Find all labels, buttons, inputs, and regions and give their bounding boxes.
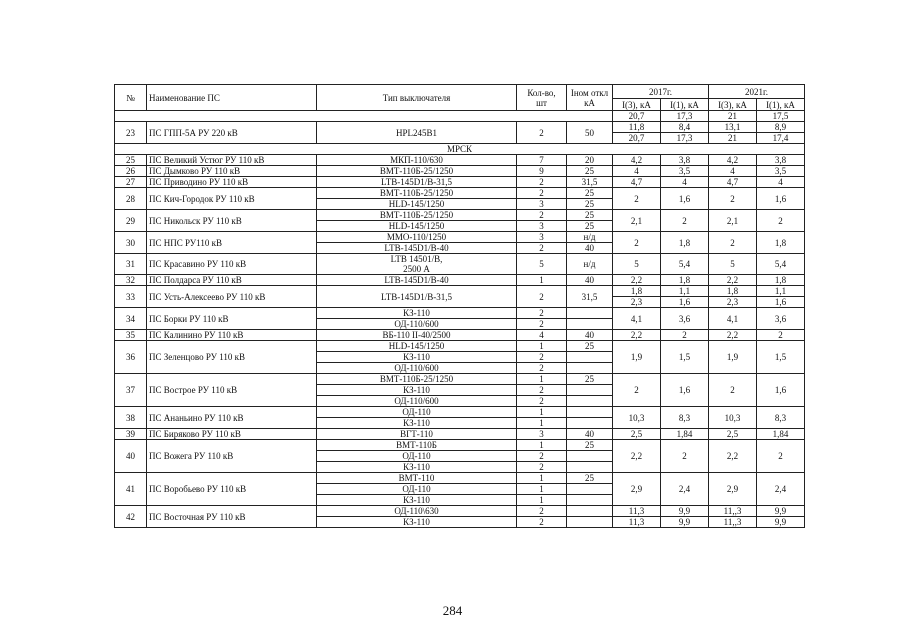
table-row: [115, 122, 805, 133]
value-cell: 4,2: [709, 155, 757, 166]
value-cell: 20,7: [613, 133, 661, 144]
breaker-count: 2: [517, 122, 567, 144]
table-row: [115, 440, 805, 451]
breaker-type: КЗ-110: [317, 308, 517, 319]
value-cell: 2,2: [613, 440, 661, 473]
breaker-type: КЗ-110: [317, 352, 517, 363]
value-cell: 8,9: [757, 122, 805, 133]
value-cell: 9,9: [757, 506, 805, 517]
breaker-count: 1: [517, 407, 567, 418]
breaker-current: [567, 385, 613, 396]
substation-name: ПС Восточная РУ 110 кВ: [147, 506, 317, 528]
breaker-type: КЗ-110: [317, 462, 517, 473]
breaker-type: ОД-110: [317, 407, 517, 418]
col-count-header: Кол-во, шт: [517, 85, 567, 111]
breaker-current: [567, 451, 613, 462]
value-cell: 10,3: [613, 407, 661, 429]
breaker-type: LTB 14501/B, 2500 А: [317, 254, 517, 275]
row-number: 36: [115, 341, 147, 374]
substation-name: ПС Воробьево РУ 110 кВ: [147, 473, 317, 506]
breaker-current: [567, 484, 613, 495]
value-cell: 1,8: [757, 232, 805, 254]
substation-name: ПС Калинино РУ 110 кВ: [147, 330, 317, 341]
breaker-type: ВМТ-110Б-25/1250: [317, 374, 517, 385]
value-cell: 5,4: [757, 254, 805, 275]
value-cell: 2,9: [613, 473, 661, 506]
row-number: 38: [115, 407, 147, 429]
value-cell: 4: [709, 166, 757, 177]
breaker-count: 2: [517, 177, 567, 188]
value-cell: 2,9: [709, 473, 757, 506]
sub-header: I(3), кА: [709, 99, 757, 111]
substation-name: ПС Приводино РУ 110 кВ: [147, 177, 317, 188]
breaker-count: 1: [517, 341, 567, 352]
value-cell: 1,8: [661, 232, 709, 254]
value-cell: 2: [757, 210, 805, 232]
breaker-count: 2: [517, 308, 567, 319]
breaker-type: КЗ-110: [317, 517, 517, 528]
breaker-current: 40: [567, 330, 613, 341]
breaker-type: HLD-145/1250: [317, 199, 517, 210]
value-cell: 3,6: [757, 308, 805, 330]
row-number: 27: [115, 177, 147, 188]
table-row: [115, 111, 805, 122]
breaker-count: 3: [517, 429, 567, 440]
breaker-current: [567, 407, 613, 418]
carryover-spacer: [115, 111, 613, 122]
value-cell: 9,9: [661, 517, 709, 528]
value-cell: 2,4: [661, 473, 709, 506]
value-cell: 2,3: [709, 297, 757, 308]
value-cell: 11,3: [613, 517, 661, 528]
breaker-count: 4: [517, 330, 567, 341]
table-row: [115, 155, 805, 166]
value-cell: 3,8: [661, 155, 709, 166]
value-cell: 2: [613, 374, 661, 407]
breaker-current: н/д: [567, 254, 613, 275]
breaker-current: 40: [567, 275, 613, 286]
breaker-current: [567, 462, 613, 473]
value-cell: 1,6: [757, 297, 805, 308]
value-cell: 1,8: [613, 286, 661, 297]
year2-header: 2021г.: [709, 85, 805, 99]
value-cell: 1,8: [757, 275, 805, 286]
row-number: 33: [115, 286, 147, 308]
value-cell: 11,3: [613, 506, 661, 517]
table-row: [115, 166, 805, 177]
breaker-count: 7: [517, 155, 567, 166]
breaker-current: 20: [567, 155, 613, 166]
row-number: 29: [115, 210, 147, 232]
value-cell: 2: [709, 188, 757, 210]
breaker-current: 25: [567, 210, 613, 221]
breaker-count: 1: [517, 275, 567, 286]
breaker-count: 2: [517, 210, 567, 221]
substation-name: ПС НПС РУ110 кВ: [147, 232, 317, 254]
breaker-type: ВГТ-110: [317, 429, 517, 440]
row-number: 34: [115, 308, 147, 330]
table-row: [115, 177, 805, 188]
breaker-count: 1: [517, 418, 567, 429]
breaker-current: 31,5: [567, 286, 613, 308]
substation-name: ПС Биряково РУ 110 кВ: [147, 429, 317, 440]
value-cell: 13,1: [709, 122, 757, 133]
breaker-type: КЗ-110: [317, 385, 517, 396]
breaker-current: 25: [567, 188, 613, 199]
breaker-current: 40: [567, 243, 613, 254]
breaker-current: [567, 418, 613, 429]
table-row: [115, 144, 805, 155]
value-cell: 21: [709, 133, 757, 144]
value-cell: 17,4: [757, 133, 805, 144]
breaker-count: 2: [517, 396, 567, 407]
value-cell: 8,3: [757, 407, 805, 429]
breaker-type: МКП-110/630: [317, 155, 517, 166]
substation-name: ПС Красавино РУ 110 кВ: [147, 254, 317, 275]
breaker-count: 9: [517, 166, 567, 177]
value-cell: 4,7: [709, 177, 757, 188]
breaker-type: ОД-110/600: [317, 319, 517, 330]
breaker-count: 3: [517, 199, 567, 210]
value-cell: 3,8: [757, 155, 805, 166]
table-row: [115, 275, 805, 286]
breaker-count: 1: [517, 440, 567, 451]
value-cell: 1,6: [757, 188, 805, 210]
row-number: 42: [115, 506, 147, 528]
value-cell: 8,3: [661, 407, 709, 429]
substation-name: ПС Дымково РУ 110 кВ: [147, 166, 317, 177]
breaker-current: 25: [567, 166, 613, 177]
value-cell: 11,,3: [709, 506, 757, 517]
document-sheet: [114, 84, 804, 528]
breaker-type: ВМТ-110Б-25/1250: [317, 210, 517, 221]
breaker-type: ОД-110\630: [317, 506, 517, 517]
breaker-current: 25: [567, 221, 613, 232]
value-cell: 2: [613, 188, 661, 210]
breaker-type: LTB-145D1/B-31,5: [317, 286, 517, 308]
breaker-count: 2: [517, 462, 567, 473]
breaker-count: 1: [517, 374, 567, 385]
breaker-current: н/д: [567, 232, 613, 243]
table-row: [115, 188, 805, 199]
value-cell: 1,5: [661, 341, 709, 374]
breaker-type: ВБ-110 II-40/2500: [317, 330, 517, 341]
col-current-header: Iном откл кА: [567, 85, 613, 111]
value-cell: 2: [757, 440, 805, 473]
value-cell: 4,2: [613, 155, 661, 166]
breaker-count: 2: [517, 363, 567, 374]
breaker-current: 25: [567, 341, 613, 352]
breaker-count: 2: [517, 517, 567, 528]
value-cell: 1,9: [613, 341, 661, 374]
substation-name: ПС Вожега РУ 110 кВ: [147, 440, 317, 473]
value-cell: 5: [709, 254, 757, 275]
substation-name: ПС Великий Устюг РУ 110 кВ: [147, 155, 317, 166]
value-cell: 1,6: [757, 374, 805, 407]
value-cell: 10,3: [709, 407, 757, 429]
value-cell: 2,2: [709, 330, 757, 341]
breaker-current: [567, 517, 613, 528]
breaker-count: 2: [517, 385, 567, 396]
breaker-table: [114, 84, 805, 528]
value-cell: 3,6: [661, 308, 709, 330]
value-cell: 11,,3: [709, 517, 757, 528]
substation-name: ПС Полдарса РУ 110 кВ: [147, 275, 317, 286]
breaker-current: [567, 506, 613, 517]
value-cell: 2,2: [613, 275, 661, 286]
value-cell: 2,2: [613, 330, 661, 341]
breaker-count: 2: [517, 188, 567, 199]
breaker-type: ВМТ-110: [317, 473, 517, 484]
breaker-count: 1: [517, 484, 567, 495]
value-cell: 2,5: [709, 429, 757, 440]
table-row: [115, 254, 805, 275]
table-row: [115, 429, 805, 440]
breaker-current: [567, 352, 613, 363]
value-cell: 20,7: [613, 111, 661, 122]
value-cell: 17,3: [661, 133, 709, 144]
breaker-type: ВМТ-110Б-25/1250: [317, 166, 517, 177]
value-cell: 2: [757, 330, 805, 341]
value-cell: 5,4: [661, 254, 709, 275]
value-cell: 4,7: [613, 177, 661, 188]
row-number: 26: [115, 166, 147, 177]
breaker-count: 3: [517, 221, 567, 232]
year1-header: 2017г.: [613, 85, 709, 99]
value-cell: 2,4: [757, 473, 805, 506]
value-cell: 1,6: [661, 297, 709, 308]
table-row: [115, 506, 805, 517]
sub-header: I(3), кА: [613, 99, 661, 111]
table-row: [115, 286, 805, 297]
breaker-count: 2: [517, 506, 567, 517]
value-cell: 17,5: [757, 111, 805, 122]
table-row: [115, 407, 805, 418]
row-number: 23: [115, 122, 147, 144]
value-cell: 2: [709, 374, 757, 407]
value-cell: 2,2: [709, 440, 757, 473]
breaker-current: 25: [567, 473, 613, 484]
breaker-count: 3: [517, 232, 567, 243]
value-cell: 2: [613, 232, 661, 254]
breaker-type: ВМТ-110Б: [317, 440, 517, 451]
breaker-current: 50: [567, 122, 613, 144]
value-cell: 2: [709, 232, 757, 254]
breaker-current: [567, 319, 613, 330]
value-cell: 4,1: [613, 308, 661, 330]
section-title: МРСК: [115, 144, 805, 155]
breaker-count: 1: [517, 473, 567, 484]
breaker-type: ОД-110: [317, 451, 517, 462]
value-cell: 1,6: [661, 374, 709, 407]
breaker-count: 2: [517, 319, 567, 330]
value-cell: 1,6: [661, 188, 709, 210]
value-cell: 1,9: [709, 341, 757, 374]
value-cell: 1,5: [757, 341, 805, 374]
table-row: [115, 374, 805, 385]
table-row: [115, 330, 805, 341]
breaker-type: LTB-145D1/B-31,5: [317, 177, 517, 188]
breaker-count: 2: [517, 286, 567, 308]
breaker-type: HPL245B1: [317, 122, 517, 144]
value-cell: 11,8: [613, 122, 661, 133]
value-cell: 17,3: [661, 111, 709, 122]
breaker-count: 1: [517, 495, 567, 506]
breaker-type: КЗ-110: [317, 495, 517, 506]
value-cell: 1,8: [709, 286, 757, 297]
breaker-type: HLD-145/1250: [317, 221, 517, 232]
col-name-header: Наименование ПС: [147, 85, 317, 111]
row-number: 31: [115, 254, 147, 275]
row-number: 30: [115, 232, 147, 254]
value-cell: 4,1: [709, 308, 757, 330]
value-cell: 1,1: [661, 286, 709, 297]
breaker-type: ММО-110/1250: [317, 232, 517, 243]
value-cell: 2: [661, 210, 709, 232]
breaker-current: [567, 363, 613, 374]
breaker-current: 25: [567, 199, 613, 210]
value-cell: 4: [757, 177, 805, 188]
breaker-count: 2: [517, 352, 567, 363]
breaker-current: [567, 396, 613, 407]
value-cell: 4: [661, 177, 709, 188]
substation-name: ПС Кич-Городок РУ 110 кВ: [147, 188, 317, 210]
value-cell: 2,2: [709, 275, 757, 286]
value-cell: 1,84: [661, 429, 709, 440]
value-cell: 2,3: [613, 297, 661, 308]
substation-name: ПС Никольск РУ 110 кВ: [147, 210, 317, 232]
substation-name: ПС Зеленцово РУ 110 кВ: [147, 341, 317, 374]
breaker-current: 25: [567, 440, 613, 451]
substation-name: ПС Вострое РУ 110 кВ: [147, 374, 317, 407]
row-number: 41: [115, 473, 147, 506]
breaker-type: ОД-110/600: [317, 396, 517, 407]
row-number: 35: [115, 330, 147, 341]
table-body: [115, 111, 805, 528]
substation-name: ПС Усть-Алексеево РУ 110 кВ: [147, 286, 317, 308]
breaker-type: LTB-145D1/B-40: [317, 243, 517, 254]
value-cell: 2,1: [613, 210, 661, 232]
value-cell: 8,4: [661, 122, 709, 133]
breaker-type: LTB-145D1/B-40: [317, 275, 517, 286]
page-number: 284: [442, 603, 463, 618]
value-cell: 2: [661, 330, 709, 341]
row-number: 28: [115, 188, 147, 210]
value-cell: 9,9: [661, 506, 709, 517]
breaker-current: 31,5: [567, 177, 613, 188]
breaker-type: КЗ-110: [317, 418, 517, 429]
row-number: 32: [115, 275, 147, 286]
breaker-type: ВМТ-110Б-25/1250: [317, 188, 517, 199]
breaker-count: 5: [517, 254, 567, 275]
table-row: [115, 473, 805, 484]
breaker-count: 2: [517, 451, 567, 462]
col-num-header: №: [115, 85, 147, 111]
value-cell: 2,5: [613, 429, 661, 440]
table-row: [115, 210, 805, 221]
value-cell: 2,1: [709, 210, 757, 232]
value-cell: 3,5: [661, 166, 709, 177]
value-cell: 2: [661, 440, 709, 473]
substation-name: ПС ГПП-5А РУ 220 кВ: [147, 122, 317, 144]
breaker-current: 40: [567, 429, 613, 440]
value-cell: 21: [709, 111, 757, 122]
value-cell: 4: [613, 166, 661, 177]
value-cell: 9,9: [757, 517, 805, 528]
table-row: [115, 341, 805, 352]
sub-header: I(1), кА: [757, 99, 805, 111]
table-row: [115, 308, 805, 319]
row-number: 37: [115, 374, 147, 407]
breaker-type: HLD-145/1250: [317, 341, 517, 352]
substation-name: ПС Борки РУ 110 кВ: [147, 308, 317, 330]
value-cell: 1,1: [757, 286, 805, 297]
table-row: [115, 232, 805, 243]
breaker-current: [567, 308, 613, 319]
breaker-type: ОД-110: [317, 484, 517, 495]
breaker-current: 25: [567, 374, 613, 385]
breaker-type: ОД-110/600: [317, 363, 517, 374]
value-cell: 3,5: [757, 166, 805, 177]
row-number: 40: [115, 440, 147, 473]
sub-header: I(1), кА: [661, 99, 709, 111]
breaker-count: 2: [517, 243, 567, 254]
row-number: 39: [115, 429, 147, 440]
value-cell: 5: [613, 254, 661, 275]
col-type-header: Тип выключателя: [317, 85, 517, 111]
breaker-current: [567, 495, 613, 506]
row-number: 25: [115, 155, 147, 166]
value-cell: 1,8: [661, 275, 709, 286]
value-cell: 1,84: [757, 429, 805, 440]
substation-name: ПС Ананьино РУ 110 кВ: [147, 407, 317, 429]
